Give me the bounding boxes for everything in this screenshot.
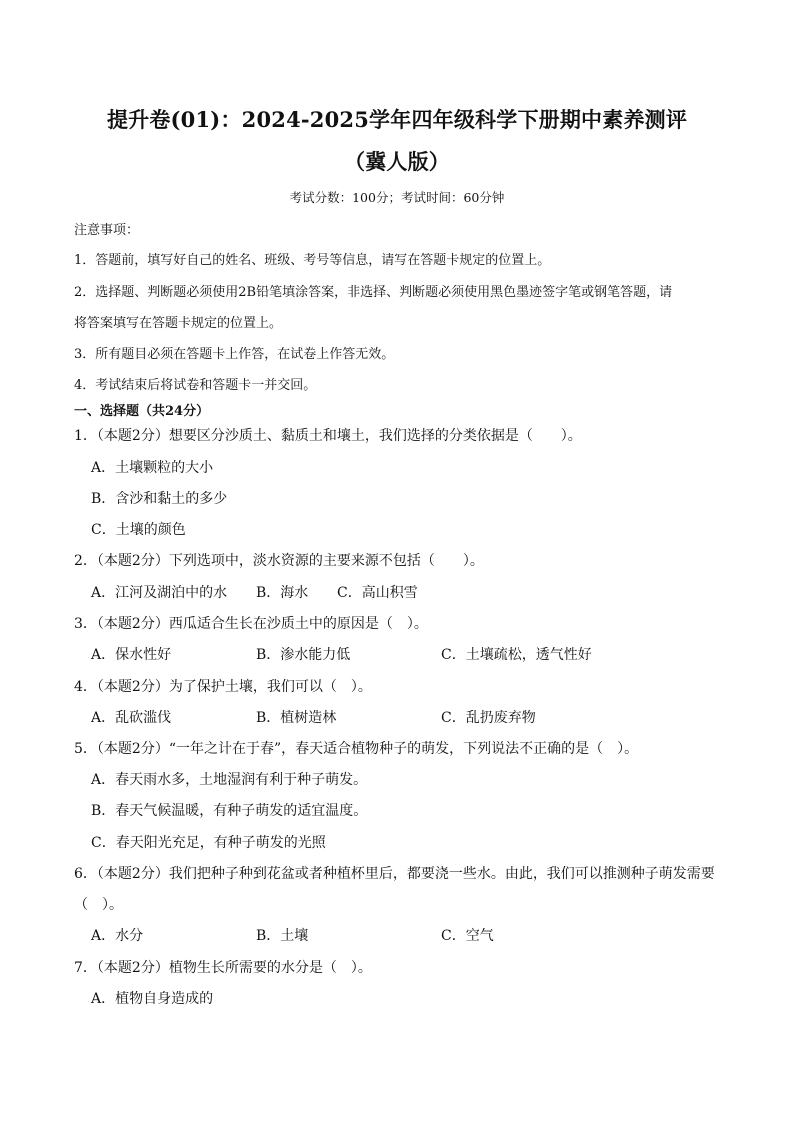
q1-option-c[interactable]: C．土壤的颜色 — [91, 522, 186, 538]
notice-item-4: 4．考试结束后将试卷和答题卡一并交回。 — [74, 378, 317, 393]
section-heading: 一、选择题（共24分） — [74, 404, 210, 419]
q2-option-c[interactable]: C．高山积雪 — [337, 585, 418, 601]
question-3: 3．（本题2分）西瓜适合生长在沙质土中的原因是（ ）。 — [74, 616, 428, 632]
question-4: 4．（本题2分）为了保护土壤，我们可以（ ）。 — [74, 679, 372, 695]
q7-option-a[interactable]: A．植物自身造成的 — [91, 991, 214, 1007]
q2-option-a[interactable]: A．江河及湖泊中的水 — [91, 585, 228, 601]
q2-option-b[interactable]: B．海水 — [256, 585, 309, 601]
question-6: 6．（本题2分）我们把种子种到花盆或者种植杯里后，都要浇一些水。由此，我们可以推测种子萌发需要 — [74, 866, 715, 882]
q6-option-c[interactable]: C．空气 — [441, 928, 494, 944]
notice-item-2-cont: 将答案填写在答题卡规定的位置上。 — [74, 316, 283, 331]
notice-heading: 注意事项： — [74, 223, 140, 238]
exam-title: 提升卷(01)：2024-2025学年四年级科学下册期中素养测评 — [106, 107, 688, 132]
q1-option-a[interactable]: A．土壤颗粒的大小 — [91, 460, 214, 476]
q4-option-b[interactable]: B．植树造林 — [256, 710, 337, 726]
q4-option-c[interactable]: C．乱扔废弃物 — [441, 710, 536, 726]
question-5: 5．（本题2分）“一年之计在于春”，春天适合植物种子的萌发，下列说法不正确的是（ ）。 — [74, 741, 639, 757]
q6-option-b[interactable]: B．土壤 — [256, 928, 309, 944]
question-1: 1．（本题2分）想要区分沙质土、黏质土和壤土，我们选择的分类依据是（ ）。 — [74, 428, 582, 444]
notice-item-3: 3．所有题目必须在答题卡上作答，在试卷上作答无效。 — [74, 347, 395, 362]
exam-subtitle: （冀人版） — [344, 149, 450, 174]
q1-option-b[interactable]: B．含沙和黏土的多少 — [91, 491, 228, 507]
question-6-cont: （ ）。 — [74, 897, 123, 913]
q3-option-c[interactable]: C．土壤疏松，透气性好 — [441, 647, 592, 663]
q3-option-b[interactable]: B．渗水能力低 — [256, 647, 351, 663]
q5-option-c[interactable]: C．春天阳光充足，有种子萌发的光照 — [91, 835, 326, 851]
question-7: 7．（本题2分）植物生长所需要的水分是（ ）。 — [74, 960, 372, 976]
question-2: 2．（本题2分）下列选项中，淡水资源的主要来源不包括（ ）。 — [74, 553, 484, 569]
q3-option-a[interactable]: A．保水性好 — [91, 647, 172, 663]
q5-option-a[interactable]: A．春天雨水多，土地湿润有利于种子萌发。 — [91, 772, 368, 788]
notice-item-1: 1．答题前，填写好自己的姓名、班级、考号等信息，请写在答题卡规定的位置上。 — [74, 253, 551, 268]
exam-meta: 考试分数：100分；考试时间：60分钟 — [289, 190, 505, 205]
q6-option-a[interactable]: A．水分 — [91, 928, 144, 944]
notice-item-2: 2．选择题、判断题必须使用2B铅笔填涂答案，非选择、判断题必须使用黑色墨迹签字笔或钢笔答题，请 — [74, 285, 673, 300]
q4-option-a[interactable]: A．乱砍滥伐 — [91, 710, 172, 726]
q5-option-b[interactable]: B．春天气候温暖，有种子萌发的适宜温度。 — [91, 803, 368, 819]
